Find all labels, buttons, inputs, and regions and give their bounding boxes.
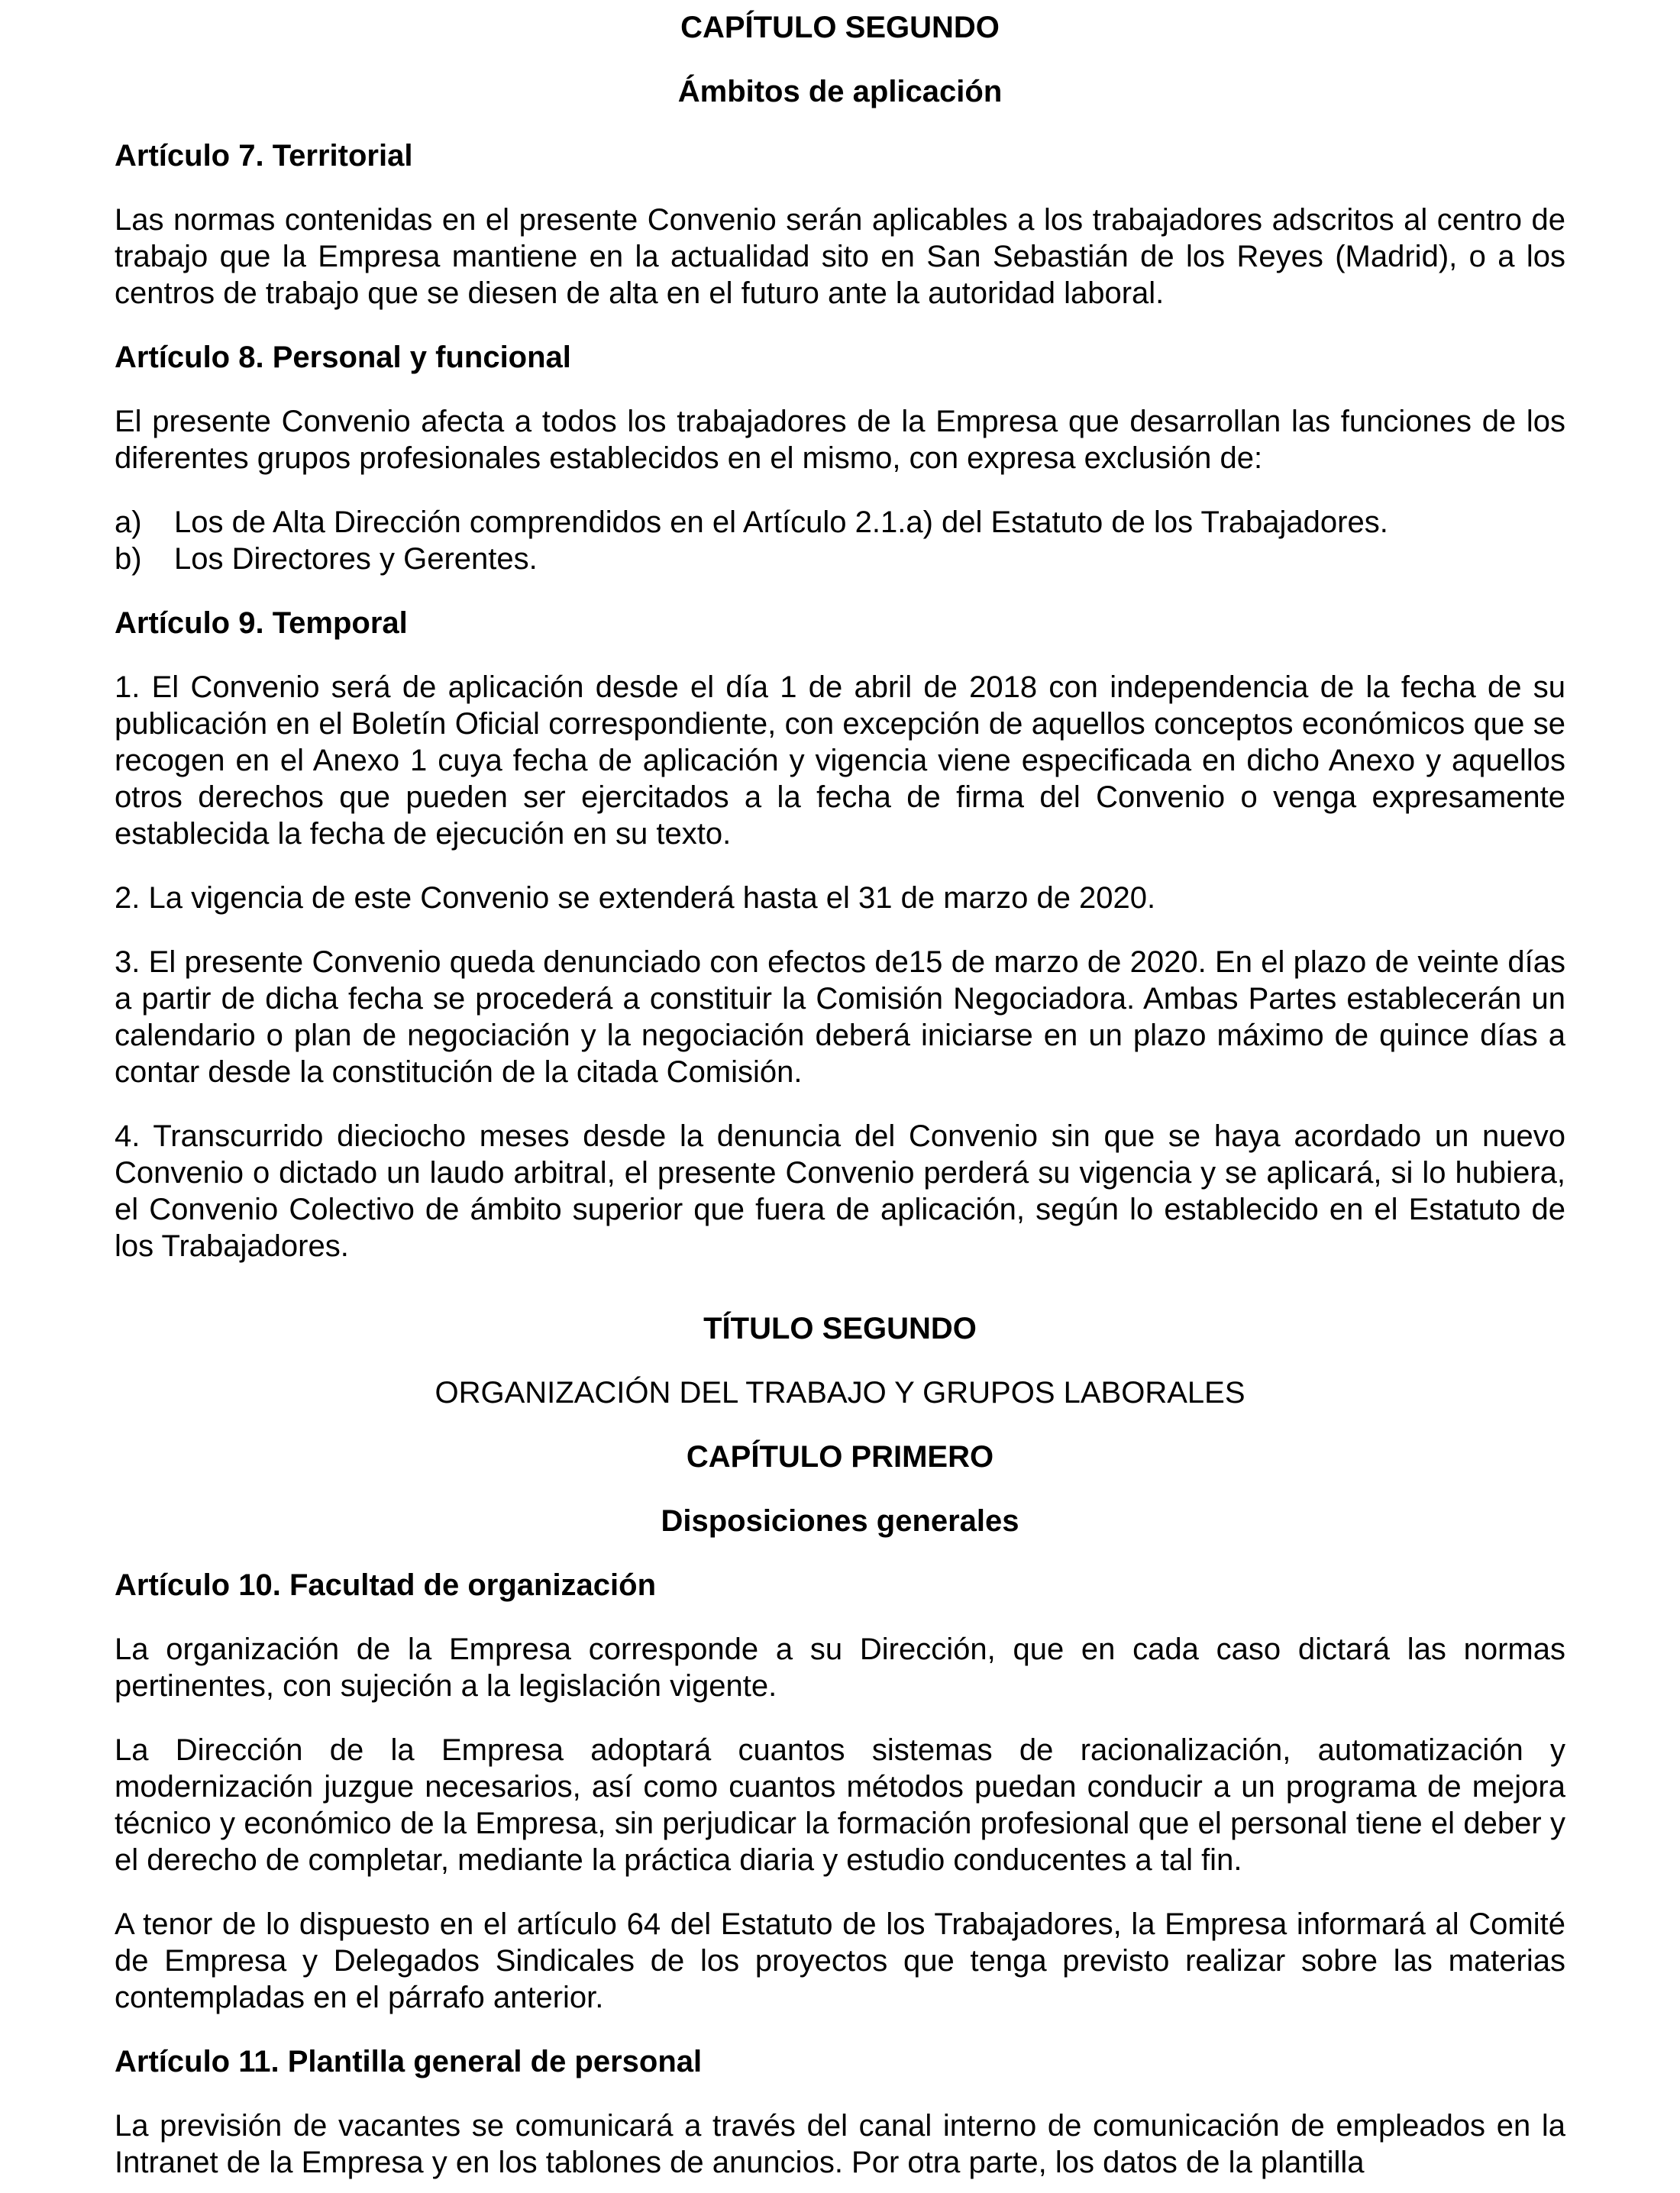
chapter-2-subtitle: Ámbitos de aplicación [677, 75, 1003, 108]
article-7-heading: Artículo 7. Territorial [115, 139, 413, 173]
list-item-a [115, 504, 1565, 541]
article-9-paragraph-1: 1. El Convenio será de aplicación desde el día 1 de abril de 2018 con independencia de la fecha de su publicación en el Boletín Oficial correspondiente, con excepción de aquellos conceptos económicos que se recogen en el Anexo 1 cuya fecha de aplicación y vigencia viene especificada en dicho Anexo y aquellos otros derechos que pueden ser ejercitados a la fecha de firma del Convenio o venga expresamente establecida la fecha de ejecución en su texto. [115, 670, 1565, 851]
article-11-heading: Artículo 11. Plantilla general de personal [115, 2045, 703, 2078]
chapter-2-title: CAPÍTULO SEGUNDO [680, 11, 1000, 44]
article-9-paragraph-2: 2. La vigencia de este Convenio se extenderá hasta el 31 de marzo de 2020. [115, 881, 1156, 915]
chapter-1-title: CAPÍTULO PRIMERO [686, 1440, 994, 1474]
article-10-paragraph-3: A tenor de lo dispuesto en el artículo 64 del Estatuto de los Trabajadores, la Empresa informará al Comité de Empresa y Delegados Sindicales de los proyectos que tenga previsto realizar sobre las materias contempladas en el párrafo anterior. [115, 1907, 1565, 2014]
chapter-1-subtitle: Disposiciones generales [661, 1504, 1019, 1538]
article-10-paragraph-2: La Dirección de la Empresa adoptará cuantos sistemas de racionalización, automatización y modernización juzgue necesarios, así como cuantos métodos puedan conducir a un programa de mejora técnico y económico de la Empresa, sin perjudicar la formación profesional que el personal tiene el deber y el derecho de completar, mediante la práctica diaria y estudio conducentes a tal fin. [115, 1733, 1565, 1877]
article-11-paragraph-1: La previsión de vacantes se comunicará a través del canal interno de comunicación de empleados en la Intranet de la Empresa y en los tablones de anuncios. Por otra parte, los datos de la plantilla [115, 2109, 1565, 2179]
article-8-paragraph-1: El presente Convenio afecta a todos los trabajadores de la Empresa que desarrollan las funciones de los diferentes grupos profesionales establecidos en el mismo, con expresa exclusión de: [115, 405, 1565, 475]
article-10-paragraph-1: La organización de la Empresa corresponde a su Dirección, que en cada caso dictará las normas pertinentes, con sujeción a la legislación vigente. [115, 1633, 1565, 1703]
article-9-heading: Artículo 9. Temporal [115, 606, 408, 640]
article-9-paragraph-3: 3. El presente Convenio queda denunciado con efectos de15 de marzo de 2020. En el plazo de veinte días a partir de dicha fecha se procederá a constituir la Comisión Negociadora. Ambas Partes establecerán un calendario o plan de negociación y la negociación deberá iniciarse en un plazo máximo de quince días a contar desde la constitución de la citada Comisión. [115, 945, 1565, 1089]
article-8-heading: Artículo 8. Personal y funcional [115, 341, 571, 374]
list-item-b [115, 541, 1565, 577]
list-item-a-text: Los de Alta Dirección comprendidos en el Artículo 2.1.a) del Estatuto de los Trabajadores. [174, 505, 1388, 539]
article-8-list [115, 504, 1565, 577]
article-7-paragraph-1: Las normas contenidas en el presente Convenio serán aplicables a los trabajadores adscritos al centro de trabajo que la Empresa mantiene en la actualidad sito en San Sebastián de los Reyes (Madrid), o a los centros de trabajo que se diesen de alta en el futuro ante la autoridad laboral. [115, 203, 1565, 310]
title-2-subtitle: ORGANIZACIÓN DEL TRABAJO Y GRUPOS LABORALES [435, 1376, 1245, 1410]
list-item-b-marker: b) [115, 542, 142, 576]
title-2-heading: TÍTULO SEGUNDO [703, 1312, 977, 1345]
article-9-paragraph-4: 4. Transcurrido dieciocho meses desde la denuncia del Convenio sin que se haya acordado un nuevo Convenio o dictado un laudo arbitral, el presente Convenio perderá su vigencia y se aplicará, si lo hubiera, el Convenio Colectivo de ámbito superior que fuera de aplicación, según lo establecido en el Estatuto de los Trabajadores. [115, 1119, 1565, 1263]
list-item-b-text: Los Directores y Gerentes. [174, 542, 538, 576]
list-item-a-marker: a) [115, 505, 142, 539]
article-10-heading: Artículo 10. Facultad de organización [115, 1568, 657, 1602]
